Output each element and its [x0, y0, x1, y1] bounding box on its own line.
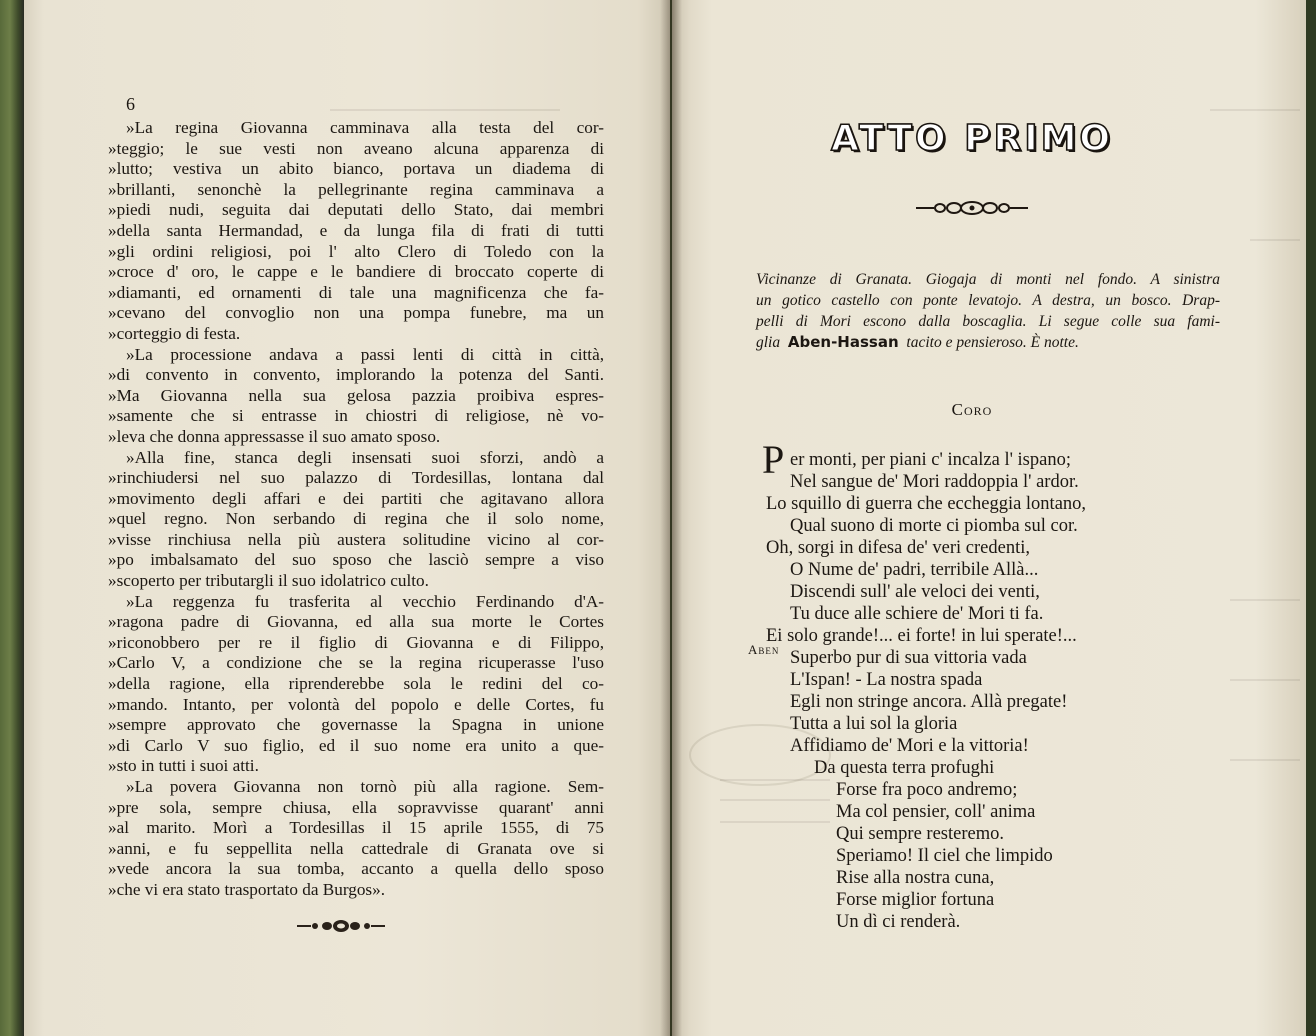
text-line: »mando. Intanto, per volontà del popolo e delle Cortes, fu: [108, 694, 604, 714]
text-line: »pre sola, sempre chiusa, ella sopravvisse quarant' anni: [108, 797, 604, 817]
verse-line: L'Ispan! - La nostra spada: [790, 670, 983, 690]
title-ornament-icon: [912, 196, 1032, 220]
verse-line: Ei solo grande!... ei forte! in lui sperate!...: [766, 626, 1077, 646]
verse-line: Rise alla nostra cuna,: [836, 868, 995, 888]
stage-line: pelli di Mori escono dalla boscaglia. Li segue colle sua fami-: [756, 312, 1220, 330]
text-line: »gli ordini religiosi, poi l' alto Clero di Toledo con la: [108, 241, 604, 261]
text-line: »teggio; le sue vesti non aveano alcuna apparenza di: [108, 138, 604, 158]
paragraph: [108, 592, 604, 777]
text-line: »cevano del convoglio non una pompa funebre, ma un: [108, 303, 604, 323]
text-line: »La processione andava a passi lenti di città in città,: [126, 344, 604, 364]
text-line: »sto in tutti i suoi atti.: [108, 756, 259, 776]
verse-line: Discendi sull' ale veloci dei venti,: [790, 582, 1040, 602]
chorus-label: Coro: [951, 400, 993, 419]
text-line: »quel regno. Non serbando di regina che il solo nome,: [108, 509, 604, 529]
verse-line: Forse fra poco andremo;: [836, 780, 1018, 800]
text-line: »movimento degli affari e dei partiti che agitavano allora: [108, 488, 604, 508]
verse-line: Speriamo! Il ciel che limpido: [836, 846, 1053, 866]
verse-line: O Nume de' padri, terribile Allà...: [790, 560, 1039, 580]
text-line: »corteggio di festa.: [108, 323, 241, 343]
stage-line: [756, 332, 1220, 354]
text-line: »di Carlo V suo figlio, ed il suo nome era unito a que-: [108, 735, 604, 755]
ornament-icon: [293, 914, 389, 938]
text-line: »La povera Giovanna non tornò più alla ragione. Sem-: [126, 777, 604, 796]
text-line: »Alla fine, stanca degli insensati suoi sforzi, andò a: [126, 447, 604, 467]
text-line: »La reggenza fu trasferita al vecchio Ferdinando d'A-: [126, 591, 604, 611]
text-line: »Carlo V, a condizione che se la regina ricuperasse l'uso: [108, 653, 604, 673]
paragraph: [108, 777, 604, 901]
text-line: »leva che donna appressasse il suo amato sposo.: [108, 426, 441, 446]
text-line: »della ragione, ella riprenderebbe sola le redini del co-: [108, 674, 604, 694]
text-line: »sempre approvato che governasse la Spagna in unione: [108, 715, 604, 735]
verse-line: Tutta a lui sol la gloria: [790, 714, 958, 734]
act-title: ATTO PRIMO: [830, 118, 1114, 159]
stage-line-suffix: tacito e pensieroso. È notte.: [906, 334, 1079, 352]
text-line: »brillanti, senonchè la pellegrinante regina camminava a: [108, 179, 604, 199]
text-line: »visse rinchiusa nella più austera solitudine vicino al cor-: [108, 529, 604, 549]
text-line: »La regina Giovanna camminava alla testa del cor-: [126, 118, 604, 137]
paragraph: [108, 448, 604, 592]
verse-line: Qui sempre resteremo.: [836, 824, 1004, 844]
character-name: Aben-Hassan: [787, 333, 899, 352]
text-line: »lutto; vestiva un abito bianco, portava un diadema di: [108, 159, 604, 179]
text-line: »croce d' oro, le cappe e le bandiere di broccato coperte di: [108, 262, 604, 282]
verse-line: Un dì ci renderà.: [836, 912, 961, 932]
text-line: »diamanti, ed ornamenti di tale una magnificenza che fa-: [108, 282, 604, 302]
text-line: »po imbalsamato del suo sposo che lasciò sempre a viso: [108, 550, 604, 570]
text-line: »di convento in convento, implorando la potenza del Santi.: [108, 365, 604, 385]
text-line: »della santa Hermandad, e da lunga fila di frati di tutti: [108, 220, 604, 240]
paragraph: [108, 345, 604, 448]
verse-line: Affidiamo de' Mori e la vittoria!: [790, 736, 1029, 756]
stage-direction: [756, 270, 1220, 354]
paragraph: [108, 118, 604, 345]
verse-line: Nel sangue de' Mori raddoppia l' ardor.: [790, 472, 1079, 492]
verse-line: Qual suono di morte ci piomba sul cor.: [790, 516, 1078, 536]
stage-line: un gotico castello con ponte levatojo. A destra, un bosco. Drap-: [756, 291, 1220, 309]
stage-line: Vicinanze di Granata. Giogaja di monti nel fondo. A sinistra: [756, 271, 1220, 288]
text-line: »Ma Giovanna nella sua gelosa pazzia proibiva espres-: [108, 385, 604, 405]
verse-line: Tu duce alle schiere de' Mori ti fa.: [790, 604, 1044, 624]
text-line: »al marito. Morì a Tordesillas il 15 aprile 1555, di 75: [108, 818, 604, 838]
text-line: »anni, e fu seppellita nella cattedrale di Granata ove si: [108, 838, 604, 858]
verse-line: Egli non stringe ancora. Allà pregate!: [790, 692, 1068, 712]
verse-line: Lo squillo di guerra che eccheggia lontano,: [766, 494, 1087, 514]
text-line: »rinchiudersi nel suo palazzo di Tordesillas, lontana dal: [108, 468, 604, 488]
stage-line-prefix: glia: [756, 334, 781, 352]
page-number: 6: [126, 94, 135, 114]
text-line: »vede ancora la sua tomba, accanto a quella dello sposo: [108, 859, 604, 879]
verse-line: Superbo pur di sua vittoria vada: [790, 648, 1027, 668]
drop-cap: P: [762, 437, 785, 482]
verse-line: Da questa terra profughi: [814, 758, 995, 778]
text-line: »che vi era stato trasportato da Burgos».: [108, 879, 385, 899]
verse-line: er monti, per piani c' incalza l' ispano;: [790, 450, 1071, 470]
text-line: »ragona padre di Giovanna, ed alla sua morte le Cortes: [108, 612, 604, 632]
verse-line: Forse miglior fortuna: [836, 890, 995, 910]
text-line: »samente che si entrasse in chiostri di religiose, nè vo-: [108, 406, 604, 426]
text-line: »piedi nudi, seguita dai deputati dello Stato, dai membri: [108, 200, 604, 220]
speaker-label: Aben: [748, 642, 780, 657]
text-line: »scoperto per tributargli il suo idolatrico culto.: [108, 571, 429, 591]
left-body-text: [108, 118, 604, 901]
verse-line: Ma col pensier, coll' anima: [836, 802, 1036, 822]
verse-line: Oh, sorgi in difesa de' veri credenti,: [766, 538, 1030, 558]
text-line: »riconobbero per re il figlio di Giovanna e di Filippo,: [108, 632, 604, 652]
